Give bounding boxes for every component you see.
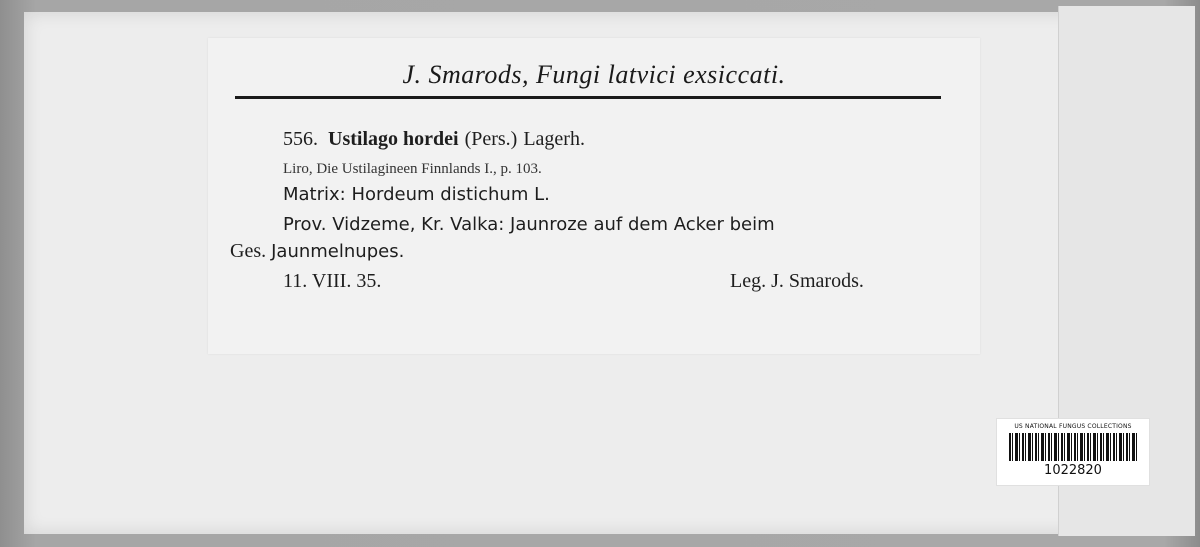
locality-line: Prov. Vidzeme, Kr. Valka: Jaunroze auf dem Acker beim xyxy=(283,214,775,235)
barcode-number: 1022820 xyxy=(1044,463,1102,478)
barcode-label xyxy=(996,418,1150,486)
matrix-line: Matrix: Hordeum distichum L. xyxy=(283,184,550,205)
title-rule xyxy=(235,96,941,99)
collector: Leg. J. Smarods. xyxy=(730,270,864,292)
basionym-author: (Pers.) xyxy=(464,128,518,150)
barcode-icon xyxy=(1009,433,1137,461)
species-name: Ustilago hordei xyxy=(328,128,459,150)
barcode-collection: US NATIONAL FUNGUS COLLECTIONS xyxy=(1014,423,1132,430)
exsiccata-number: 556. xyxy=(283,128,318,150)
collection-date: 11. VIII. 35. xyxy=(283,270,382,292)
series-title: J. Smarods, Fungi latvici exsiccati. xyxy=(402,60,786,89)
specimen-label xyxy=(208,38,980,354)
reference-line: Liro, Die Ustilagineen Finnlands I., p. 103. xyxy=(283,161,542,177)
locality-cont-name: Jaunmelnupes. xyxy=(271,241,405,262)
locality-continuation xyxy=(230,240,404,263)
locality-cont-prefix: Ges. xyxy=(230,240,267,262)
taxon-line xyxy=(283,128,585,151)
species-author: Lagerh. xyxy=(523,128,585,150)
